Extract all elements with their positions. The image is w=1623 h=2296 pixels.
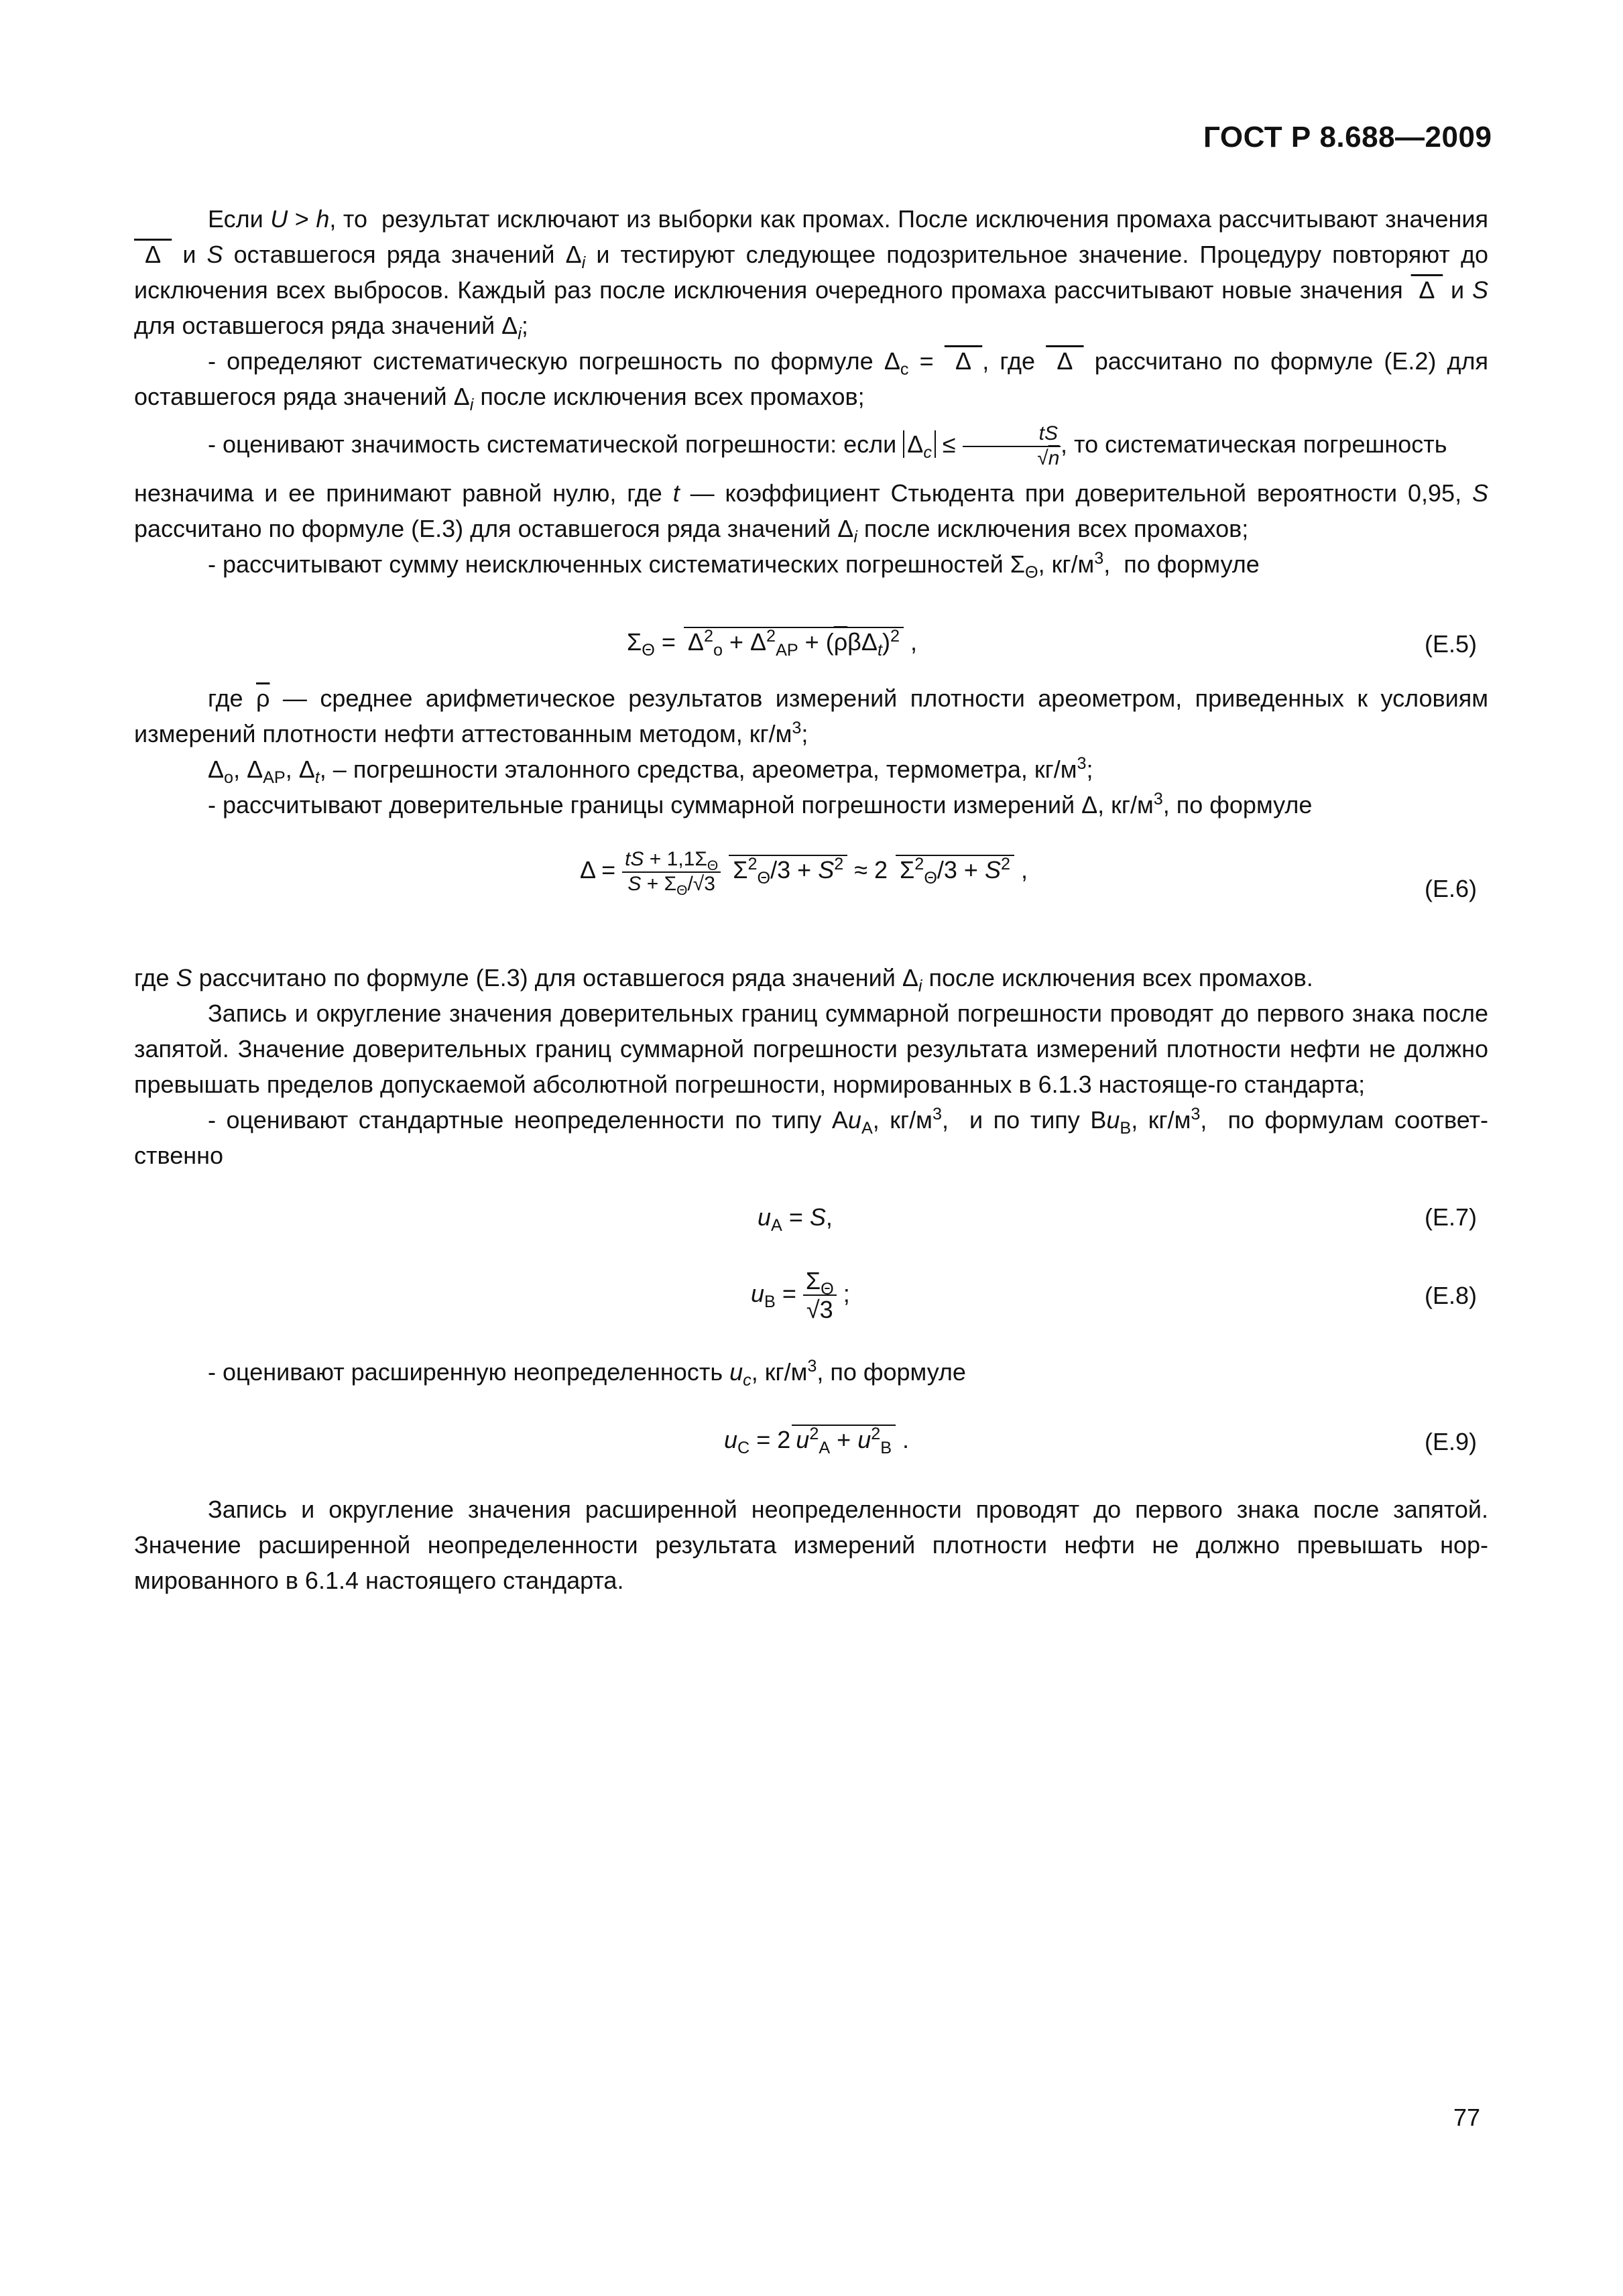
paragraph-outlier-removal: Если U > h, то результат исключают из выборки как промах. После исключения промаха рассчитывают значения Δ и S оставшегося ряда значений $\Delta_i$ и тестируют следующее подозрительное значение. Процедуру повторяют до исключения всех выбросов. Каждый раз после исключения очередного промаха рассчитывают новые значения Δ и S для оставшегося ряда значений $\Delta_i$; (134, 205, 1488, 344)
paragraph-expanded-uncertainty: - оценивают расширенную неопределенность $u_c$, $кг/м^3$, по формуле (208, 1357, 966, 1390)
paragraph-s-definition: где S рассчитано по формуле (Е.3) для оставшегося ряда значений $\Delta_i$ после исключения всех промахов. (134, 964, 1313, 996)
equation-e7: $u_A = S$, (758, 1203, 833, 1235)
equation-number-e5: (Е.5) (1425, 630, 1478, 658)
text-block-5 (134, 1492, 1488, 1598)
equation-e8: $u_B$ = $\frac{\Sigma_\Theta}{√3}$ ; (751, 1267, 850, 1324)
document-header: ГОСТ Р 8.688—2009 (1203, 121, 1492, 154)
text-block-2 (134, 680, 1488, 823)
text-block-3 (134, 960, 1488, 1173)
paragraph-systematic-error: - определяют систематическую погрешность по формуле $\Delta_c = \Delta$ , где Δ рассчитано по формуле (Е.2) для оставшегося ряда значений $\Delta_i$ после исключения всех промахов; (134, 347, 1489, 415)
equation-number-e9: (Е.9) (1425, 1428, 1478, 1455)
text-block-1 (134, 201, 1488, 582)
paragraph-rounding-bounds: Запись и округление значения доверительных границ суммарной погрешности проводят до первого знака после запятой. Значение доверительных границ суммарной погрешности результата измерений плотности нефти не должно превышать пределов допускаемой абсолютной погрешности, нормированных в 6.1.3 настояще-го стандарта; (134, 1000, 1488, 1098)
paragraph-standard-uncertainty: - оценивают стандартные неопределенности по типу $Аu_A$, $кг/м^3$, и по типу $Вu_B$, $кг/м^3$, по формулам соответ-ственно (134, 1105, 1489, 1169)
paragraph-significance: - оценивают значимость систематической погрешности: если $\Delta_c$ ≤ $\frac{tS}{√n}$ , то систематическая погрешность (208, 422, 1447, 469)
equation-e9: $u_C = 2$ $u^2_A + u^2_B$ . (724, 1425, 910, 1458)
paragraph-student-coefficient: незначима и ее принимают равной нулю, где t — коэффициент Стьюдента при доверительной вероятности 0,95, S рассчитано по формуле (Е.3) для оставшегося ряда значений $\Delta_i$ после исключения всех промахов; (134, 479, 1488, 547)
paragraph-rho-definition: где $\overline{\rho}$ — среднее арифметическое результатов измерений плотности ареометром, приведенных к условиям измерений плотности нефти аттестованным методом, $кг/м^3$; (134, 684, 1489, 747)
paragraph-confidence-bounds: - рассчитывают доверительные границы суммарной погрешности измерений Δ, $кг/м^3$, по формуле (208, 790, 1313, 819)
text-block-4 (134, 1354, 1488, 1390)
equation-number-e7: (Е.7) (1425, 1203, 1478, 1231)
equation-number-e8: (Е.8) (1425, 1282, 1478, 1309)
paragraph-error-definitions: $\Delta_o$, $\Delta_{AP}$, $\Delta_t$, – погрешности эталонного средства, ареометра, термометра, $кг/м^3$; (208, 754, 1093, 788)
equation-number-e6: (Е.6) (1425, 875, 1478, 902)
equation-e5: $\Sigma_\Theta = \Delta^2_o + \Delta^2_{AP} + (\overline{\rho}\beta\Delta_t)^2$ , (627, 627, 917, 660)
page-number: 77 (1453, 2104, 1481, 2131)
paragraph-sum-systematic: - рассчитывают сумму неисключенных систематических погрешностей $\Sigma_\Theta$, $кг/м^3$, по формуле (208, 549, 1260, 583)
equation-e6: Δ = $\frac{tS + 1,1\Sigma_\Theta}{S + \Sigma_\Theta/√3}$ $\Sigma^2_\Theta/3 + S^2 \approx 2$ $\Sigma^2_\Theta/3 + S^2$ , (580, 848, 1028, 898)
paragraph-rounding-expanded: Запись и округление значения расширенной неопределенности проводят до первого знака после запятой. Значение расширенной неопределенности результата измерений плотности нефти не должно превышать нор-мированного в 6.1.4 настоящего стандарта. (134, 1496, 1488, 1594)
